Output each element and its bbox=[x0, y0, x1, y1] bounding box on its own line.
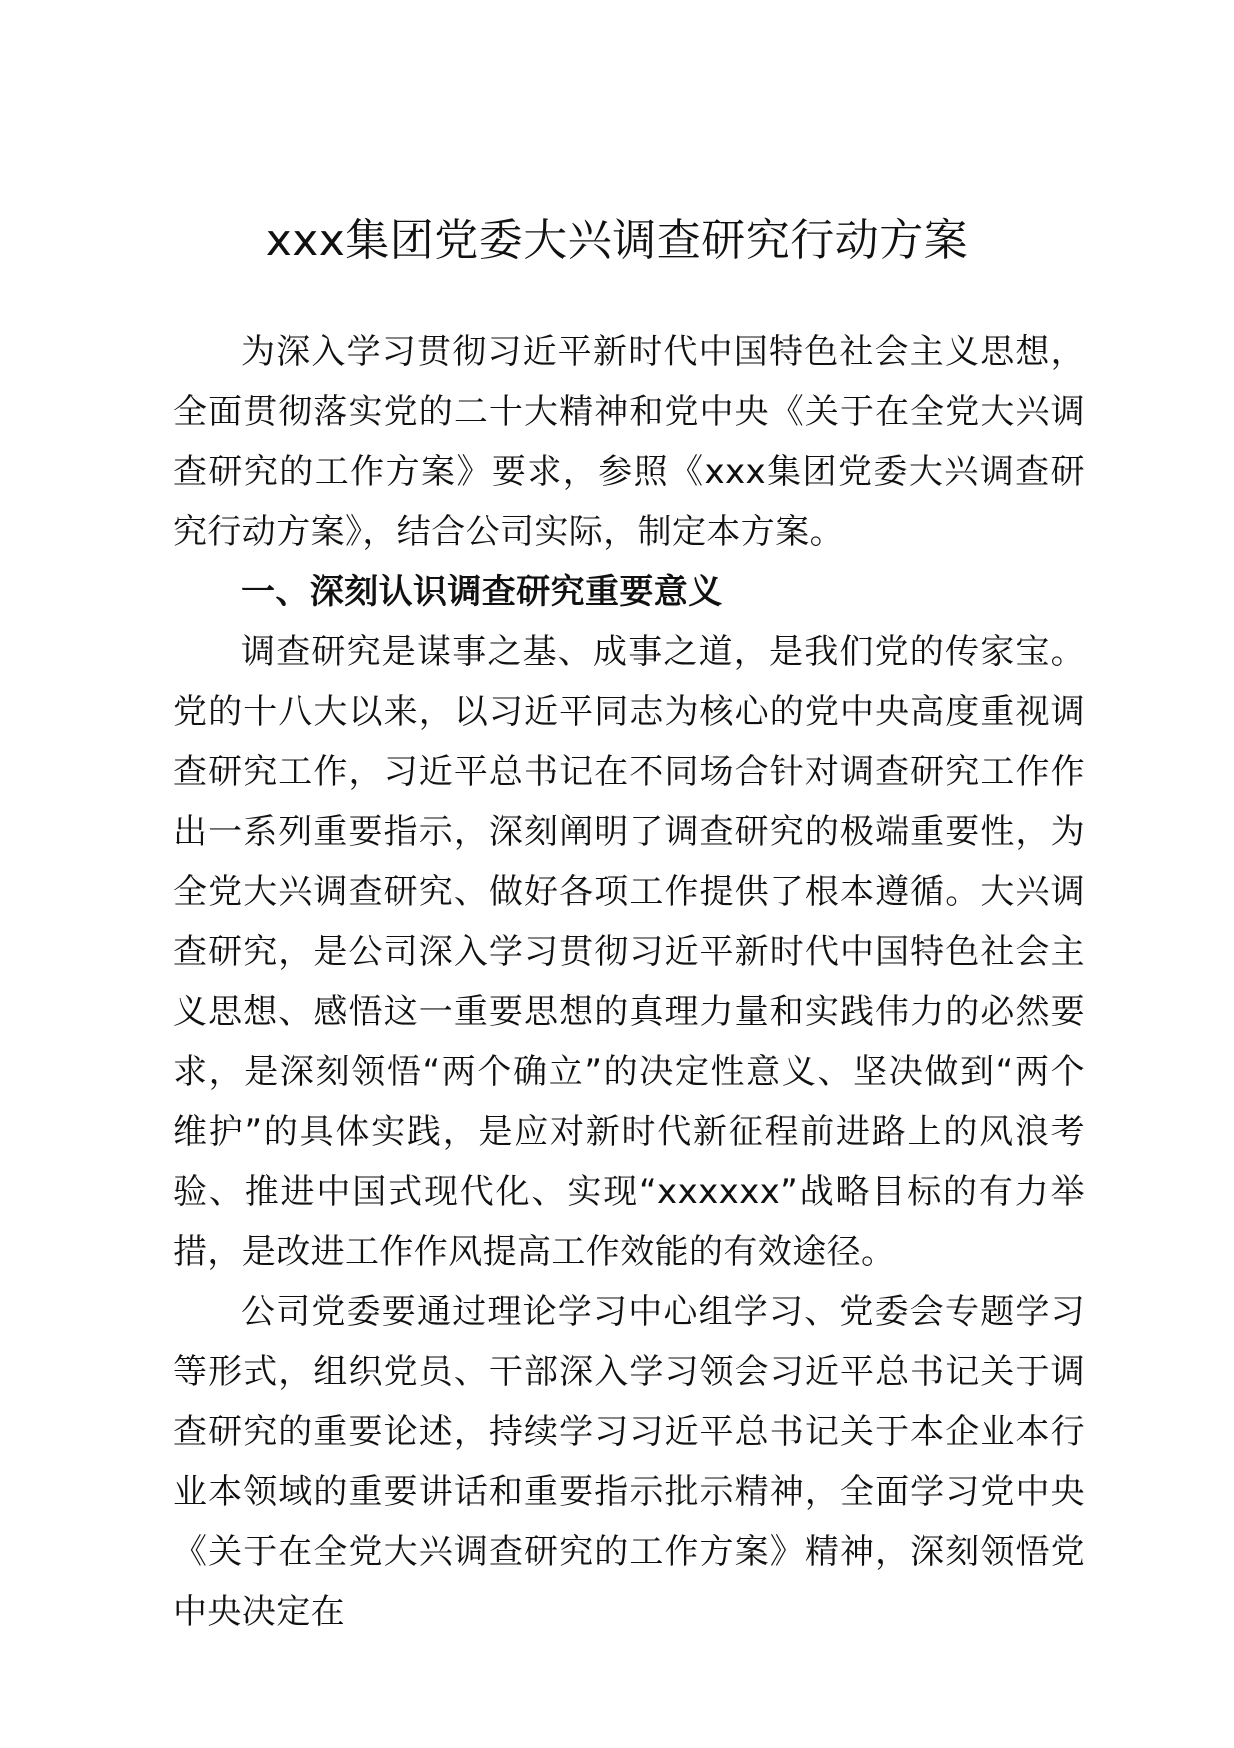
section-heading-1: 一、深刻认识调查研究重要意义 bbox=[241, 572, 723, 612]
body-paragraph-significance: 调查研究是谋事之基、成事之道，是我们党的传家宝。党的十八大以来，以习近平同志为核心的党中央高度重视调查研究工作，习近平总书记在不同场合针对调查研究工作作出一系列重要指示，深刻阐明了调查研究的极端重要性，为全党大兴调查研究、做好各项工作提供了根本遵循。大兴调查研究，是公司深入学习贯彻习近平新时代中国特色社会主义思想、感悟这一重要思想的真理力量和实践伟力的必然要求，是深刻领悟“两个确立”的决定性意义、坚决做到“两个维护”的具体实践，是应对新时代新征程前进路上的风浪考验、推进中国式现代化、实现“xxxxxx”战略目标的有力举措，是改进工作作风提高工作效能的有效途径。 bbox=[173, 632, 1085, 1272]
document-title: xxx集团党委大兴调查研究行动方案 bbox=[265, 215, 969, 267]
body-paragraph-study: 公司党委要通过理论学习中心组学习、党委会专题学习等形式，组织党员、干部深入学习领会习近平总书记关于调查研究的重要论述，持续学习习近平总书记关于本企业本行业本领域的重要讲话和重要指示批示精神，全面学习党中央《关于在全党大兴调查研究的工作方案》精神，深刻领悟党中央决定在 bbox=[173, 1292, 1085, 1632]
document-body bbox=[173, 322, 1085, 1642]
intro-paragraph: 为深入学习贯彻习近平新时代中国特色社会主义思想，全面贯彻落实党的二十大精神和党中央《关于在全党大兴调查研究的工作方案》要求，参照《xxx集团党委大兴调查研究行动方案》，结合公司实际，制定本方案。 bbox=[173, 332, 1085, 552]
